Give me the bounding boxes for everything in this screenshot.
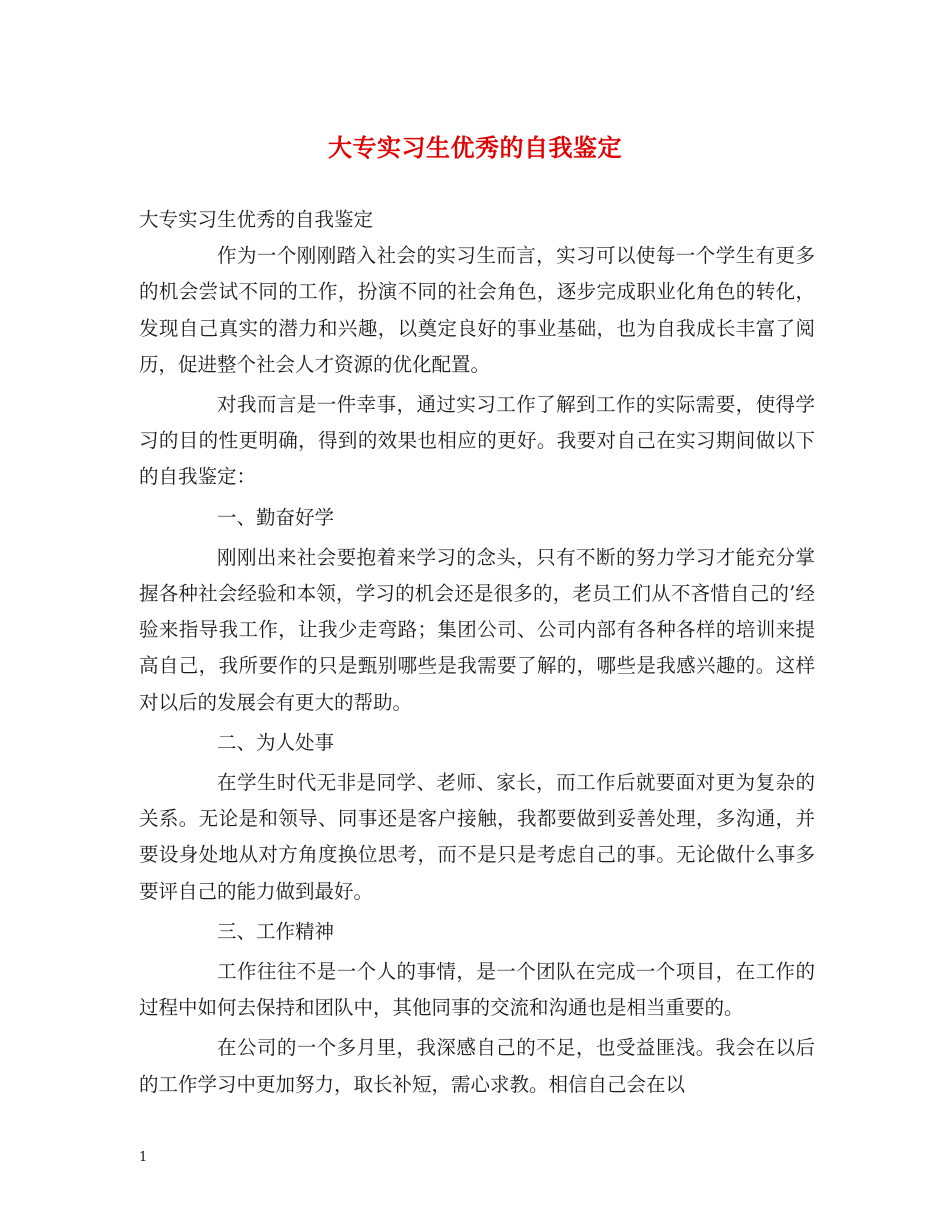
paragraph-diligence: 刚刚出来社会要抱着来学习的念头，只有不断的努力学习才能充分掌握各种社会经验和本领，学习的机会还是很多的，老员工们从不吝惜自己的’经验来指导我工作，让我少走弯路；集团公司、公司内部有各种各样的培训来提高自己，我所要作的只是甄别哪些是我需要了解的，哪些是我感兴趣的。这样对以后的发展会有更大的帮助。	[139, 545, 815, 714]
paragraph-conduct: 在学生时代无非是同学、老师、家长，而工作后就要面对更为复杂的关系。无论是和领导、同事还是客户接触，我都要做到妥善处理，多沟通，并要设身处地从对方角度换位思考，而不是只是考虑自己的事。无论做什么事多要评自己的能力做到最好。	[139, 771, 815, 903]
paragraph-intro: 作为一个刚刚踏入社会的实习生而言，实习可以使每一个学生有更多的机会尝试不同的工作，扮演不同的社会角色，逐步完成职业化角色的转化，发现自己真实的潜力和兴趣，以奠定良好的事业基础，也为自我成长丰富了阅历，促进整个社会人才资源的优化配置。	[139, 244, 815, 376]
section-heading-diligence: 一、勤奋好学	[217, 505, 335, 529]
paragraph-subtitle: 大专实习生优秀的自我鉴定	[139, 208, 374, 231]
paragraph-conclusion: 在公司的一个多月里，我深感自己的不足，也受益匪浅。我会在以后的工作学习中更加努力，取长补短，需心求教。相信自己会在以	[139, 1036, 815, 1096]
page-number: 1	[139, 1150, 148, 1165]
section-heading-conduct: 二、为人处事	[217, 730, 335, 754]
document-body	[139, 202, 815, 1103]
document-title: 大专实习生优秀的自我鉴定	[328, 133, 622, 162]
section-heading-work-spirit: 三、工作精神	[217, 919, 335, 943]
paragraph-self-assessment: 对我而言是一件幸事，通过实习工作了解到工作的实际需要，使得学习的目的性更明确，得到的效果也相应的更好。我要对自己在实习期间做以下的自我鉴定：	[139, 393, 815, 489]
paragraph-work-spirit: 工作往往不是一个人的事情，是一个团队在完成一个项目，在工作的过程中如何去保持和团队中，其他同事的交流和沟通也是相当重要的。	[139, 960, 815, 1020]
